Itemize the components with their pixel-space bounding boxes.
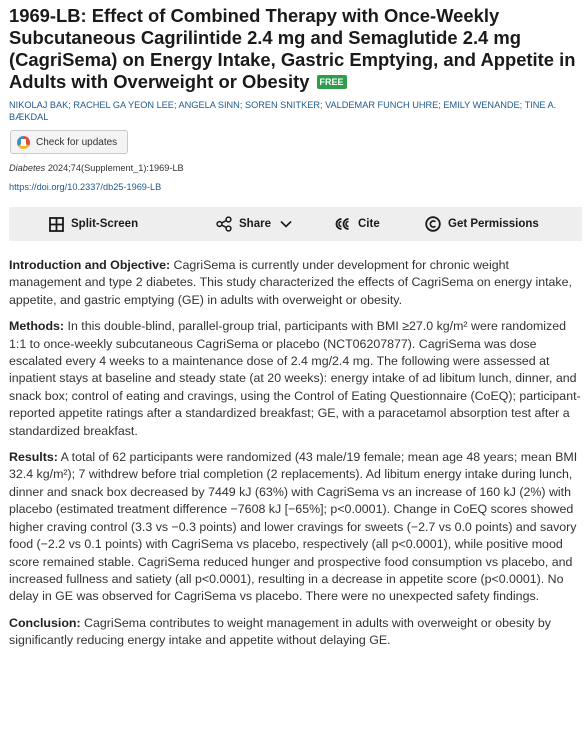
author-link[interactable]: EMILY WENANDE <box>443 100 520 110</box>
share-button[interactable] <box>216 207 292 241</box>
author-link[interactable]: VALDEMAR FUNCH UHRE <box>325 100 439 110</box>
article-title-text: 1969-LB: Effect of Combined Therapy with Once-Weekly Subcutaneous Cagrilintide 2.4 mg and Semaglutide 2.4 mg (CagriSema) on Energy Intake, Gastric Emptying, and Appetite in Adults with Overweight or Obesity <box>9 5 576 92</box>
share-icon <box>216 216 232 232</box>
abstract-conclusion <box>9 615 581 650</box>
author-link[interactable]: SOREN SNITKER <box>244 100 320 110</box>
section-text: CagriSema contributes to weight management in adults with overweight or obesity by significantly reducing energy intake and appetite without delaying GE. <box>9 615 551 648</box>
section-text: A total of 62 participants were randomized (43 male/19 female; mean age 48 years; mean BMI 32.4 kg/m²); 7 withdrew before trial completion (2 replacements). Ad libitum energy intake during lunch, dinner and snack box decreased by 7449 kJ (63%) with CagriSema vs an increase of 160 kJ (2%) with placebo (estimated treatment difference −7608 kJ [−65%]; p<0.0001). Change in CoEQ scores showed higher craving control (3.3 vs −0.3 points) and lower cravings for sweets (−2.7 vs 0.0 points) and savory food (−2.2 vs 0.1 points) with CagriSema vs placebo, respectively (all p<0.0001), while positive mood score remained stable. CagriSema reduced hunger and prospective food consumption vs placebo, and increased fullness and satiety (all p<0.0001), resulting in a decrease in appetite score (p<0.0001). No delay in GE was observed for CagriSema vs placebo. There were no unexpected safety findings. <box>9 450 578 604</box>
citation-line <box>9 162 184 174</box>
section-heading: Introduction and Objective: <box>9 258 171 272</box>
author-link[interactable]: TINE A. BÆKDAL <box>9 100 557 122</box>
author-list: NIKOLAJ BAK; RACHEL GA YEON LEE; ANGELA SINN; SOREN SNITKER; VALDEMAR FUNCH UHRE; EMILY WENANDE; TINE A. BÆKDAL <box>9 100 557 122</box>
author-link[interactable]: ANGELA SINN <box>178 100 240 110</box>
chevron-down-icon <box>280 220 292 228</box>
article-title <box>9 5 579 93</box>
copyright-icon <box>425 216 441 232</box>
get-permissions-button[interactable] <box>425 207 539 241</box>
abstract-methods <box>9 318 581 440</box>
section-text: CagriSema is currently under development for chronic weight management and type 2 diabetes. This study characterized the effects of CagriSema on energy intake, appetite, and gastric emptying (GE) in adults with overweight or obesity. <box>9 258 572 307</box>
author-link[interactable]: NIKOLAJ BAK <box>9 100 69 110</box>
free-badge: FREE <box>317 75 347 89</box>
article-toolbar <box>9 207 582 241</box>
abstract-introduction <box>9 257 581 309</box>
cite-label: Cite <box>358 218 380 230</box>
author-link[interactable]: RACHEL GA YEON LEE <box>73 100 174 110</box>
split-screen-icon <box>49 217 64 232</box>
doi-link[interactable]: https://doi.org/10.2337/db25-1969-LB <box>9 182 162 192</box>
split-screen-button[interactable] <box>49 207 138 241</box>
section-heading: Methods: <box>9 319 65 334</box>
split-screen-label: Split-Screen <box>71 218 139 230</box>
check-for-updates-icon <box>17 136 30 149</box>
check-for-updates-button[interactable] <box>10 130 128 154</box>
share-label: Share <box>239 218 271 230</box>
journal-name: Diabetes <box>9 163 46 173</box>
cite-button[interactable] <box>335 207 380 241</box>
section-heading: Conclusion: <box>9 615 81 630</box>
get-permissions-label: Get Permissions <box>448 218 539 230</box>
citation-details: 2024;74(Supplement_1):1969-LB <box>45 163 184 173</box>
cite-icon <box>335 217 351 231</box>
section-heading: Results: <box>9 450 58 465</box>
section-text: In this double-blind, parallel-group trial, participants with BMI ≥27.0 kg/m² were randomized 1:1 to once-weekly subcutaneous CagriSema or placebo (NCT06207877). CagriSema was dose escalated every 4 weeks to a maintenance dose of 2.4 mg/2.4 mg. The following were assessed at inpatient stays at baseline and steady state (at 20 weeks): energy intake of ad libitum lunch, dinner, and snack box; control of eating and cravings, using the Control of Eating Questionnaire (CoEQ); participant-reported appetite ratings after a standardized breakfast; GE, with a paracetamol absorption test after a standardized breakfast. <box>9 319 581 438</box>
abstract-results <box>9 449 581 606</box>
abstract <box>9 257 581 659</box>
check-for-updates-label: Check for updates <box>36 136 118 148</box>
